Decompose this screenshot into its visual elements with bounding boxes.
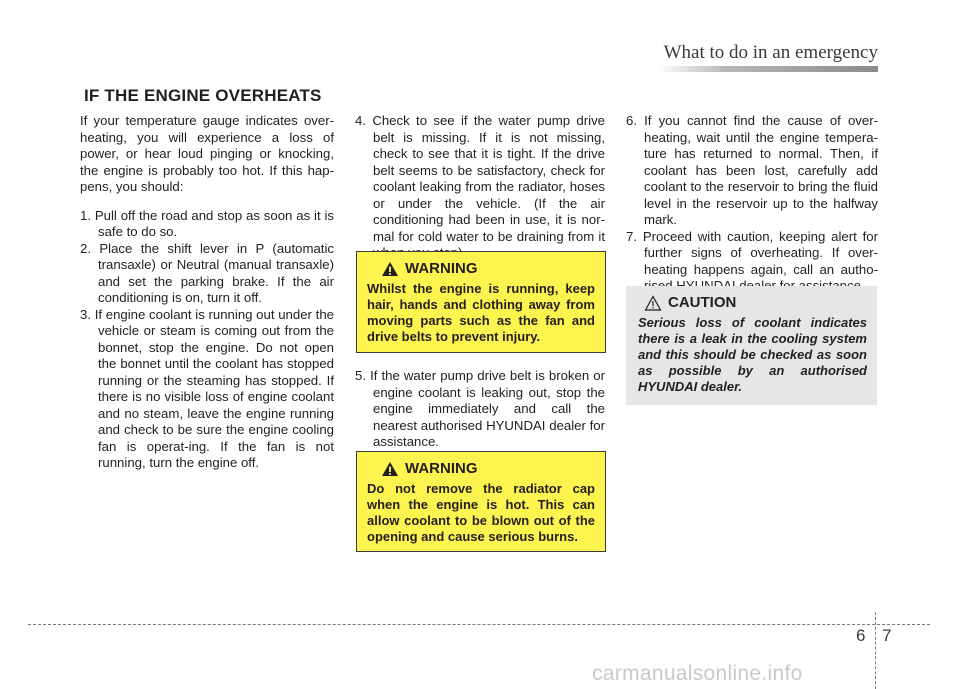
step-4: 4. Check to see if the water pump drive belt is missing. If it is not missing, check to see that it is tight. If the drive belt seems to be satisfactory, check for coolant leaking from the radiator, hoses or under the vehicle. (If the air conditioning had been in use, it is nor-mal for cold water to be draining from it: [355, 113, 605, 244]
step-5: 5. If the water pump drive belt is broken or engine coolant is leaking out, stop the engine immediately and call the nearest authorised HYUNDAI dealer for assistance.: [355, 368, 605, 449]
warning-header: [381, 460, 595, 477]
column-2-lower: [355, 368, 605, 451]
column-2: [355, 113, 605, 262]
page-number: 7: [882, 626, 892, 645]
step-1: 1. Pull off the road and stop as soon as it is safe to do so.: [80, 207, 334, 239]
caution-header: [644, 294, 867, 311]
caution-text: Serious loss of coolant indicates there is a leak in the cooling system and this should be checked as soon as possible by an authorised HYUNDAI dealer.: [638, 315, 867, 394]
step-3: 3. If engine coolant is running out under the vehicle or steam is coming out from the bonnet, stop the engine. Do not open the bonnet until the coolant has stopped running or the steaming has stopped. If there is no visible loss of engine coolant and no steam, leave the engine running and check to be sure the engine cooling fan is operat-ing. If the fan is not running, turn the engine off.: [80, 306, 334, 470]
column-3: [626, 113, 878, 295]
footer-divider: [875, 612, 876, 689]
warning-label: WARNING: [405, 260, 478, 277]
watermark: carmanualsonline.info: [592, 662, 803, 685]
step-7: 7. Proceed with caution, keeping alert for further signs of overheating. If over-heating happens again, call an autho-: [626, 228, 878, 277]
warning-box-radiator: [356, 451, 606, 552]
warning-triangle-icon: [381, 261, 399, 277]
footer-line: [28, 624, 930, 625]
caution-box: [626, 286, 877, 405]
page-header-title: What to do in an emergency: [663, 42, 878, 63]
column-1: [80, 113, 334, 472]
chapter-number: 6: [856, 626, 866, 645]
intro-paragraph: If your temperature gauge indicates over-heating, you will experience a loss of power, or hear loud pinging or knocking, the engine is probably too hot. If this hap-pens, you should:: [80, 113, 334, 194]
warning-box-fan: [356, 251, 606, 353]
step-6: 6. If you cannot find the cause of over-heating, wait until the engine tempera-ture has returned to normal. Then, if coolant has been lost, carefully add coolant to the reservoir to bring the fluid level in the reservoir up to the halfway mark.: [626, 113, 878, 227]
warning-triangle-icon: [381, 461, 399, 477]
caution-label: CAUTION: [668, 294, 737, 311]
caution-triangle-icon: [644, 295, 662, 311]
section-title: IF THE ENGINE OVERHEATS: [84, 86, 322, 105]
step-2: 2. Place the shift lever in P (automatic transaxle) or Neutral (manual transaxle) and set the parking brake. If the air conditioning is on, turn it off.: [80, 240, 334, 305]
page-header-bar: [658, 66, 878, 72]
warning-text: Whilst the engine is running, keep hair, hands and clothing away from moving parts such as the fan and drive belts to prevent injury.: [367, 281, 595, 344]
warning-header: [381, 260, 595, 277]
warning-text: Do not remove the radiator cap when the engine is hot. This can allow coolant to be blown out of the opening and cause serious burns.: [367, 481, 595, 544]
warning-label: WARNING: [405, 460, 478, 477]
